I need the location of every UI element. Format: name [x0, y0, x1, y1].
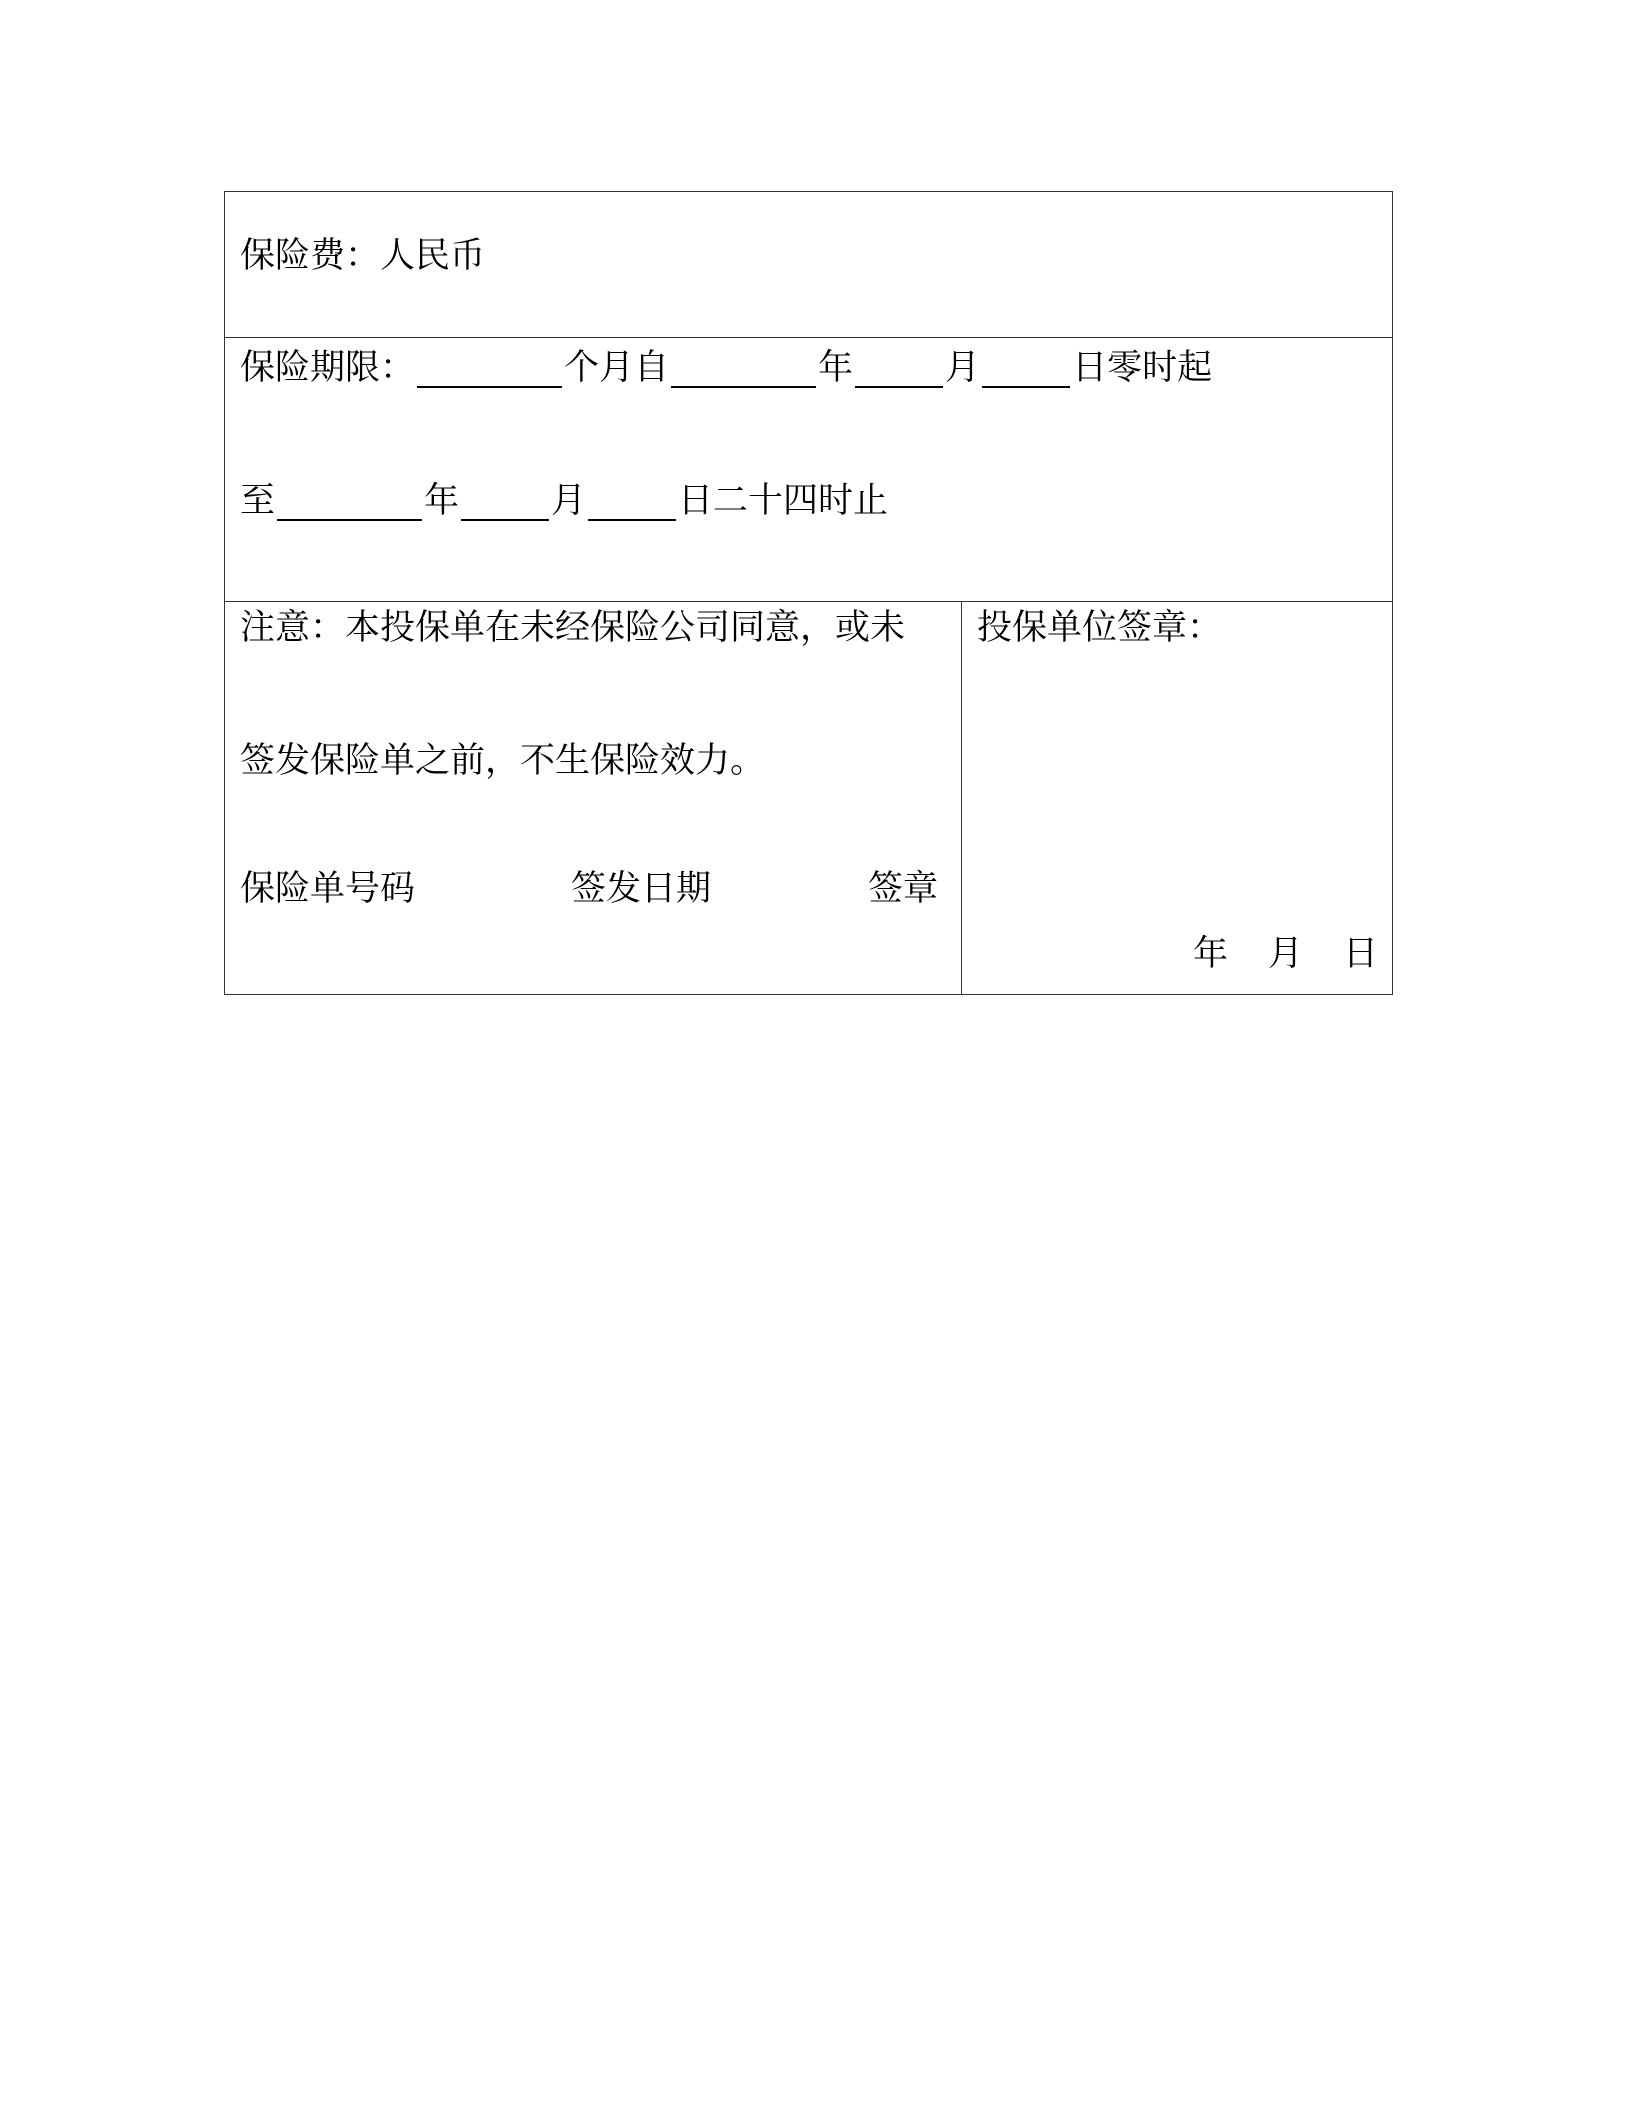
- applicant-date-line: [1193, 934, 1378, 974]
- end-month-label: 月: [551, 481, 587, 521]
- end-suffix: 日二十四时止: [678, 481, 889, 521]
- applicant-seal-label: 投保单位签章：: [977, 608, 1223, 648]
- notice-and-seal-row: [225, 602, 1392, 994]
- start-month-blank[interactable]: [855, 350, 943, 388]
- insurance-period-row: [225, 338, 1392, 602]
- months-suffix: 个月自: [564, 348, 670, 388]
- start-day-blank[interactable]: [982, 350, 1070, 388]
- issue-date-label: 签发日期: [571, 869, 712, 909]
- applicant-date-month: 月: [1267, 934, 1303, 974]
- insurance-application-form: [224, 191, 1393, 995]
- period-label: 保险期限：: [240, 348, 416, 388]
- end-month-blank[interactable]: [461, 483, 549, 521]
- premium-label: 保险费：人民币: [240, 236, 486, 276]
- start-year-label: 年: [818, 348, 854, 388]
- end-year-blank[interactable]: [277, 483, 422, 521]
- months-blank[interactable]: [417, 350, 562, 388]
- start-month-label: 月: [945, 348, 981, 388]
- end-year-label: 年: [424, 481, 460, 521]
- end-day-blank[interactable]: [588, 483, 676, 521]
- premium-row: [225, 192, 1392, 338]
- start-suffix: 日零时起: [1072, 348, 1213, 388]
- issuer-seal-label: 签章: [868, 869, 939, 909]
- applicant-date-year: 年: [1192, 934, 1228, 974]
- policy-number-label: 保险单号码: [240, 869, 416, 909]
- period-end-line: [240, 481, 888, 521]
- to-prefix: 至: [240, 481, 276, 521]
- notice-line-1: 注意：本投保单在未经保险公司同意，或未: [240, 608, 906, 648]
- applicant-date-day: 日: [1342, 934, 1378, 974]
- period-start-line: [240, 348, 1212, 388]
- notice-line-2: 签发保险单之前，不生保险效力。: [240, 741, 766, 781]
- applicant-seal-cell[interactable]: [962, 602, 1392, 994]
- start-year-blank[interactable]: [671, 350, 816, 388]
